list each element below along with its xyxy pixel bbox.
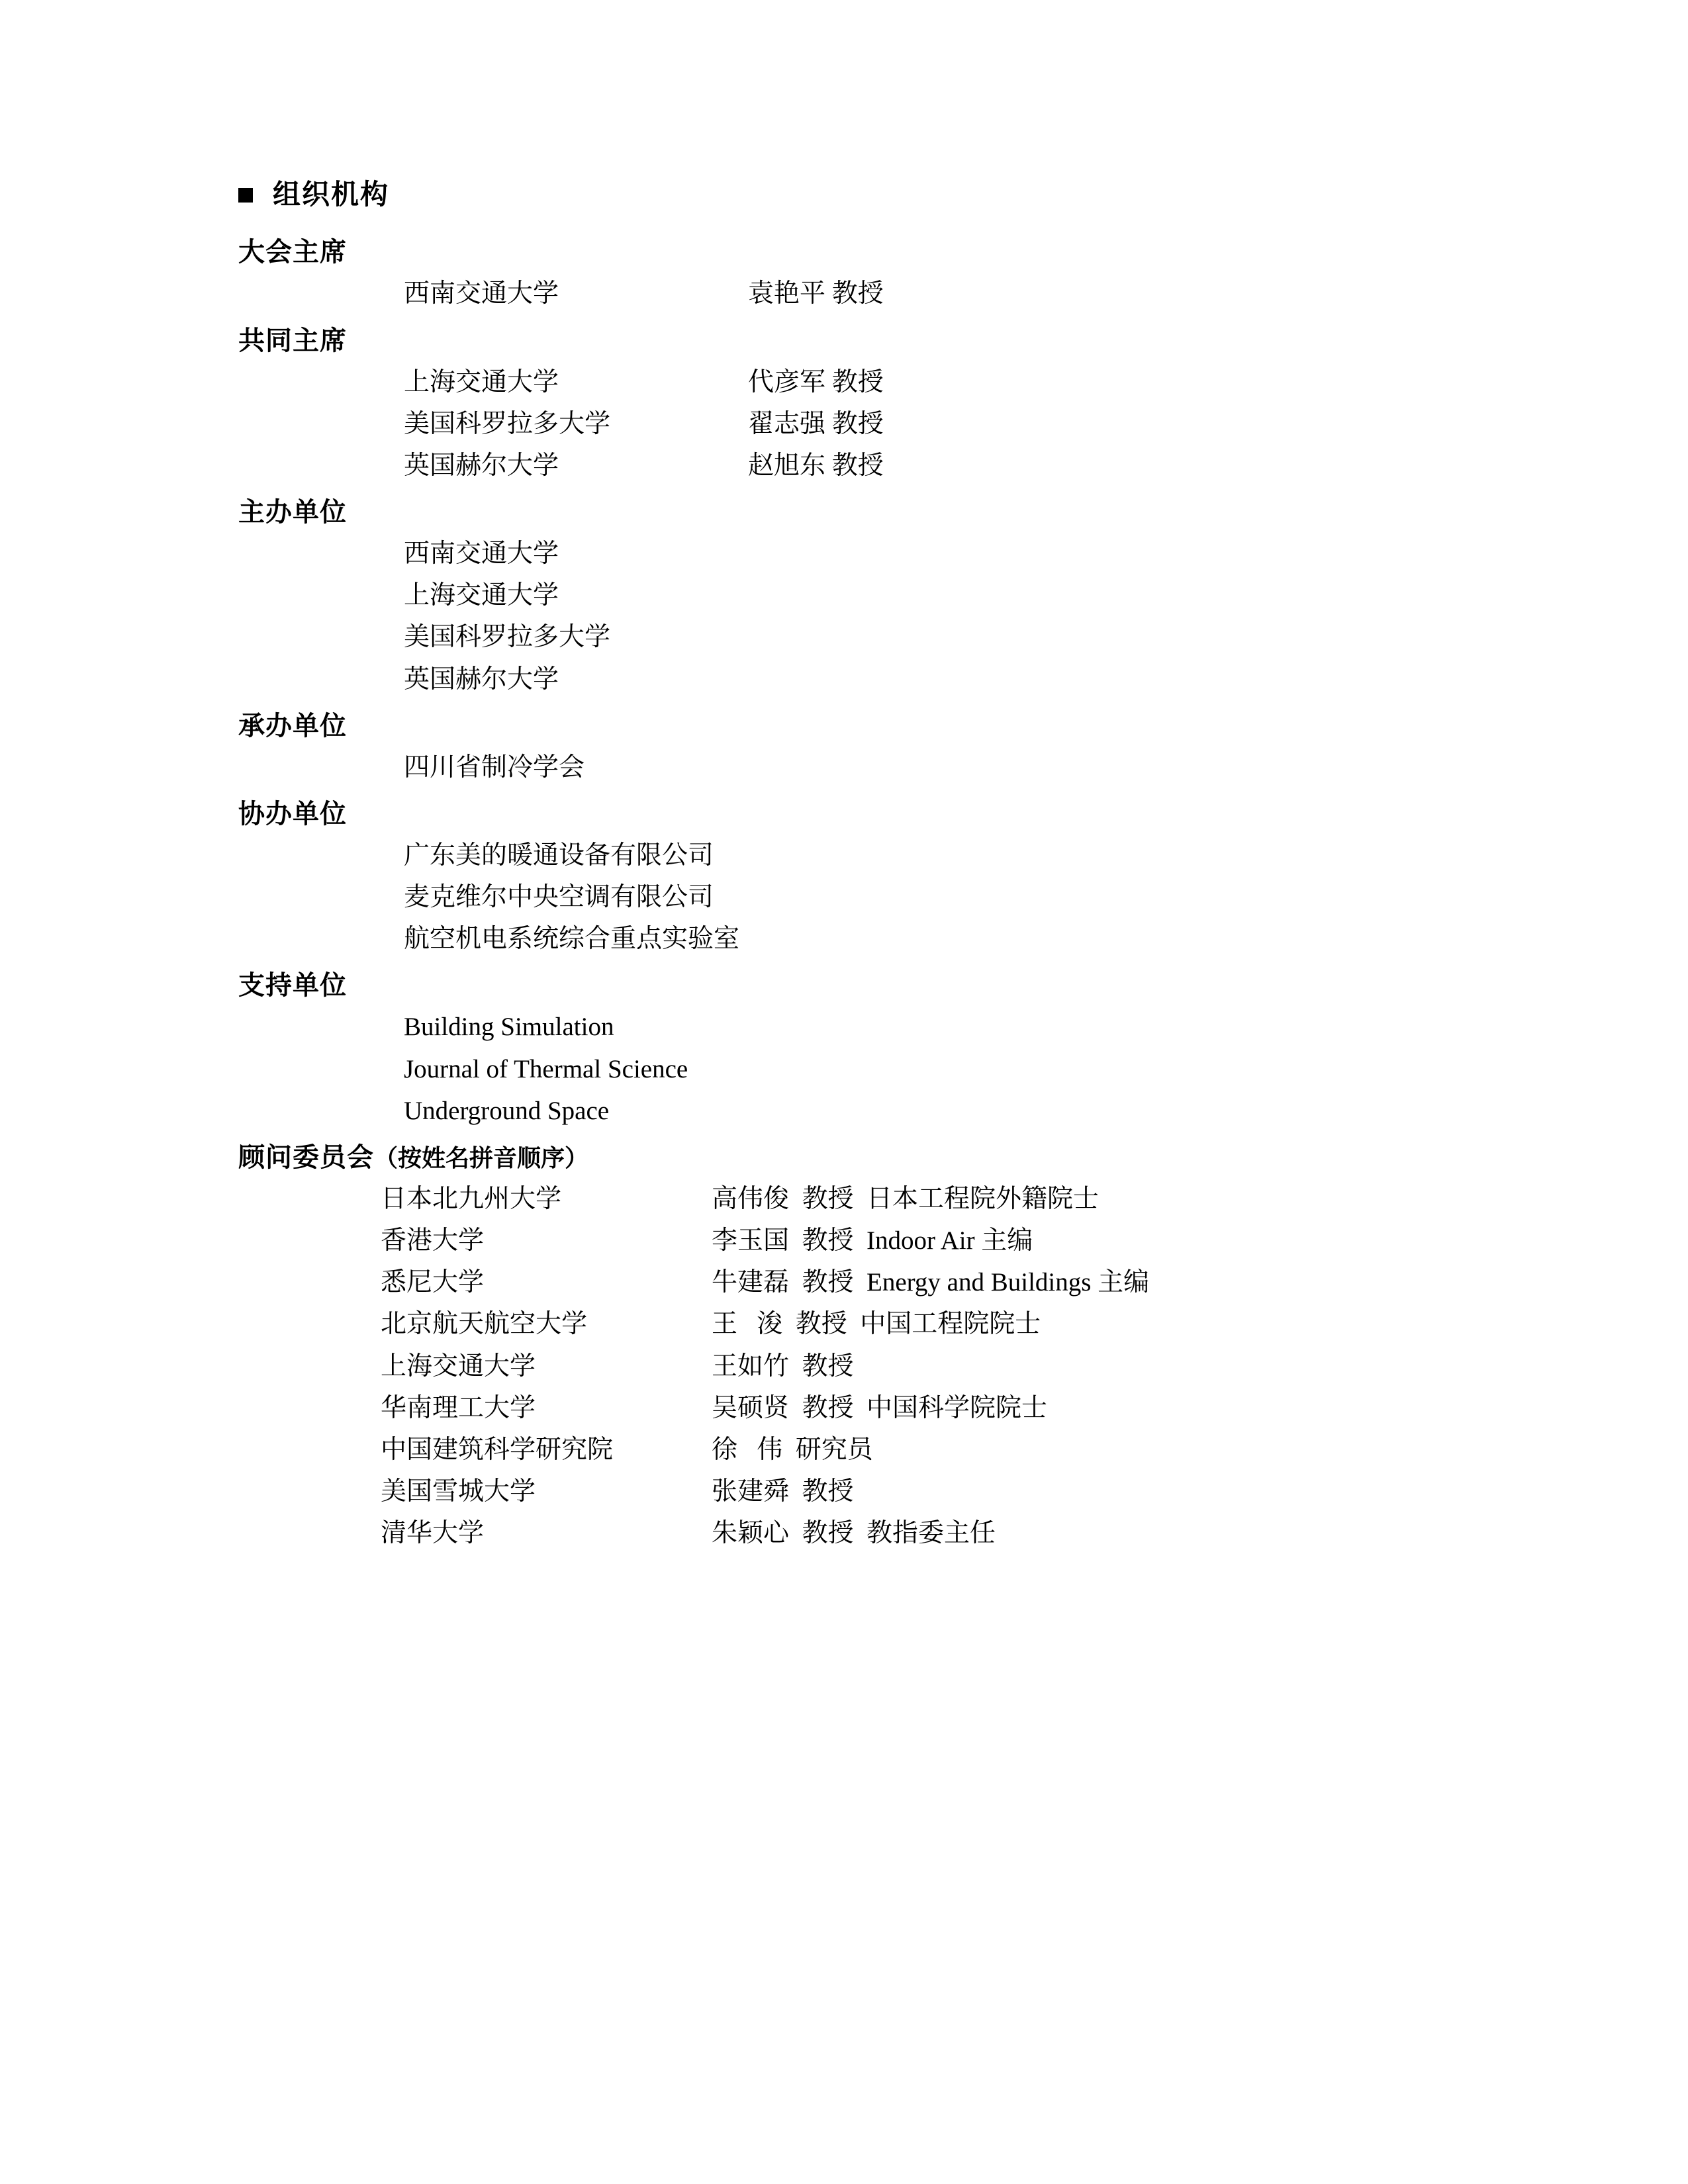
entry-row <box>238 616 1496 658</box>
entry-person: 张建舜 教授 <box>712 1477 854 1506</box>
entry-organization: 上海交通大学 <box>404 581 559 610</box>
entry-organization: 日本北九州大学 <box>381 1184 562 1213</box>
entry-row <box>238 1048 1496 1090</box>
entry-row <box>238 1220 1496 1261</box>
entry-row <box>238 876 1496 918</box>
entry-organization: 美国科罗拉多大学 <box>404 623 611 652</box>
entry-organization: 四川省制冷学会 <box>404 752 585 782</box>
entry-organization: 美国科罗拉多大学 <box>404 409 611 438</box>
group-co-organizers <box>238 797 1496 960</box>
square-bullet-icon <box>238 188 253 203</box>
entry-person: 代彦军 教授 <box>748 367 884 396</box>
entry-organization: 华南理工大学 <box>381 1393 536 1422</box>
group-host <box>238 709 1496 788</box>
entry-person: 王如竹 教授 <box>712 1351 854 1381</box>
section-heading <box>238 179 1496 212</box>
group-organizers <box>238 496 1496 700</box>
entry-organization: Building Simulation <box>404 1013 614 1042</box>
group-entries <box>238 533 1496 700</box>
entry-row <box>238 1090 1496 1132</box>
entry-organization: 广东美的暖通设备有限公司 <box>404 841 714 870</box>
entry-person: 牛建磊 教授 Energy and Buildings 主编 <box>712 1268 1150 1297</box>
entry-person: 高伟俊 教授 日本工程院外籍院士 <box>712 1184 1100 1213</box>
group-heading: 承办单位 <box>238 710 347 741</box>
group-heading: 协办单位 <box>238 798 347 829</box>
entry-row <box>238 1303 1496 1345</box>
entry-person: 徐 伟 研究员 <box>712 1435 873 1464</box>
group-advisory-committee <box>238 1141 1496 1555</box>
entry-person: 王 浚 教授 中国工程院院士 <box>712 1310 1041 1339</box>
section-title: 组织机构 <box>273 180 390 210</box>
entry-organization: 美国雪城大学 <box>381 1477 536 1506</box>
entry-person: 朱颖心 教授 教指委主任 <box>712 1519 996 1548</box>
entry-row <box>238 1261 1496 1303</box>
group-entries <box>238 361 1496 487</box>
entry-row <box>238 1387 1496 1429</box>
entry-organization: 中国建筑科学研究院 <box>381 1435 614 1464</box>
entry-row <box>238 574 1496 616</box>
entry-organization: 航空机电系统综合重点实验室 <box>404 925 740 954</box>
group-heading-text: 顾问委员会 <box>238 1142 374 1172</box>
entry-organization: 上海交通大学 <box>404 367 559 396</box>
entry-person: 翟志强 教授 <box>748 409 884 438</box>
entry-row <box>238 1006 1496 1048</box>
group-entries <box>238 1178 1496 1555</box>
group-heading: 支持单位 <box>238 970 347 1001</box>
entry-person: 李玉国 教授 Indoor Air 主编 <box>712 1226 1033 1255</box>
entry-person: 吴硕贤 教授 中国科学院院士 <box>712 1393 1048 1422</box>
group-heading <box>238 1141 1496 1174</box>
group-entries <box>238 835 1496 960</box>
entry-row <box>238 747 1496 788</box>
entry-row <box>238 1429 1496 1471</box>
entry-row <box>238 1178 1496 1220</box>
group-co-chairs <box>238 324 1496 487</box>
entry-organization: 英国赫尔大学 <box>404 451 559 480</box>
entry-row <box>238 659 1496 700</box>
entry-row <box>238 403 1496 445</box>
group-general-chair <box>238 236 1496 314</box>
entry-organization: 北京航天航空大学 <box>381 1310 588 1339</box>
entry-row <box>238 273 1496 314</box>
group-entries <box>238 747 1496 788</box>
entry-organization: 悉尼大学 <box>381 1268 485 1297</box>
group-heading: 共同主席 <box>238 325 347 355</box>
entry-row <box>238 1512 1496 1554</box>
entry-row <box>238 1471 1496 1512</box>
group-supporters <box>238 969 1496 1132</box>
entry-organization: 英国赫尔大学 <box>404 664 559 694</box>
group-heading-suffix: （按姓名拼音顺序） <box>374 1144 589 1171</box>
entry-organization: 香港大学 <box>381 1226 485 1255</box>
group-heading: 主办单位 <box>238 497 347 527</box>
entry-row <box>238 1345 1496 1387</box>
group-heading: 大会主席 <box>238 237 347 267</box>
entry-row <box>238 445 1496 486</box>
entry-organization: 上海交通大学 <box>381 1351 536 1381</box>
entry-organization: 麦克维尔中央空调有限公司 <box>404 883 714 912</box>
group-entries <box>238 273 1496 314</box>
entry-organization: Journal of Thermal Science <box>404 1054 688 1083</box>
entry-organization: 西南交通大学 <box>404 279 559 308</box>
entry-organization: 清华大学 <box>381 1519 485 1548</box>
entry-row <box>238 918 1496 960</box>
document-content <box>238 179 1496 1564</box>
entry-person: 袁艳平 教授 <box>748 279 884 308</box>
entry-person: 赵旭东 教授 <box>748 451 884 480</box>
group-entries <box>238 1006 1496 1132</box>
entry-organization: 西南交通大学 <box>404 539 559 569</box>
entry-row <box>238 533 1496 574</box>
entry-organization: Underground Space <box>404 1096 610 1125</box>
entry-row <box>238 361 1496 403</box>
entry-row <box>238 835 1496 876</box>
